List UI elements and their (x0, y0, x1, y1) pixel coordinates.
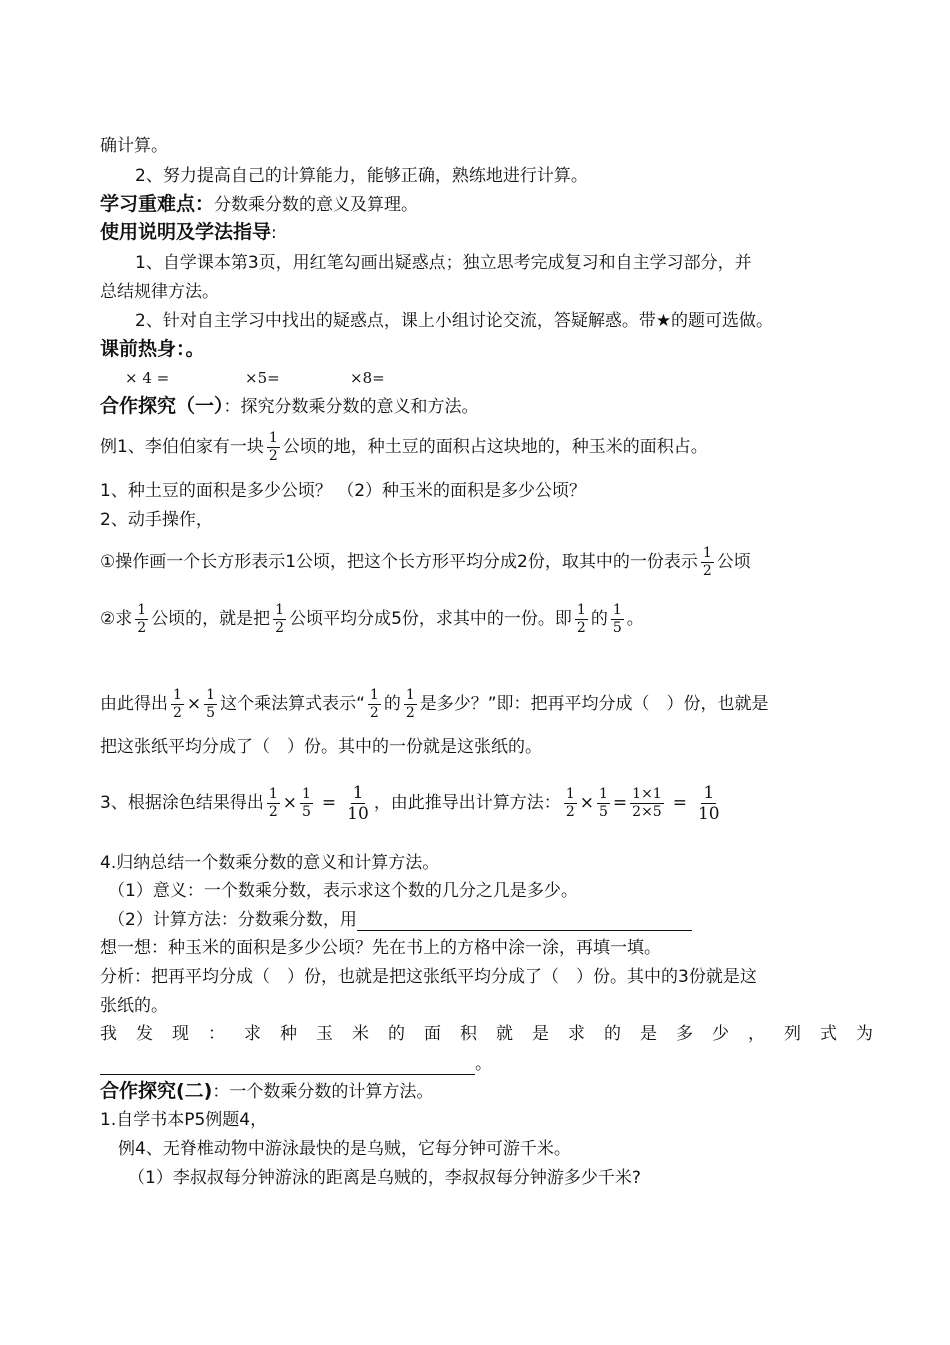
equals-sign: = (672, 793, 687, 813)
fraction-fifth (204, 687, 217, 722)
numerator: 1 (405, 686, 415, 703)
heading-line (100, 193, 418, 216)
operation-2 (100, 597, 644, 641)
text: 3、根据涂色结果得出 (100, 793, 264, 813)
fraction-half (564, 786, 577, 821)
denominator: 2×5 (632, 803, 662, 820)
denominator: 5 (302, 803, 311, 820)
text-line: 2、努力提高自己的计算能力，能够正确，熟练地进行计算。 (135, 166, 588, 186)
text: 分数乘分数的意义及算理。 (214, 195, 419, 215)
numerator: 1 (302, 785, 311, 802)
denominator: 2 (565, 803, 575, 820)
fraction-tenth (696, 783, 722, 824)
text: 公顷 (716, 552, 751, 572)
equals-sign: = (321, 793, 337, 813)
text: : (271, 223, 277, 243)
text: 。 (475, 1054, 492, 1074)
text: 公顷平均分成5份，求其中的一份。即 (289, 609, 572, 629)
text: 。 (626, 609, 644, 629)
heading-line (100, 221, 277, 244)
example-1 (100, 425, 708, 469)
text: 公顷的地，种土豆的面积占这块地的，种玉米的面积占。 (282, 437, 708, 457)
fraction-fifth (300, 786, 313, 821)
text: 公顷的，就是把 (151, 609, 271, 629)
fraction-half (267, 786, 280, 821)
text-line: 把这张纸平均分成了（ ）份。其中的一份就是这张纸的。 (100, 737, 542, 757)
warmup-3: ×8= (350, 369, 385, 387)
text: 由此得出 (100, 694, 168, 714)
numerator: 1×1 (632, 785, 662, 802)
fraction-product (630, 786, 664, 821)
denominator: 5 (598, 803, 608, 820)
numerator: 1 (565, 785, 575, 802)
denominator: 2 (137, 619, 147, 636)
numerator: 1 (703, 782, 715, 803)
fraction-fifth (597, 786, 610, 821)
denominator: 2 (576, 619, 586, 636)
numerator: 1 (137, 601, 147, 618)
answer-blank[interactable] (100, 1058, 475, 1075)
numerator: 1 (268, 785, 278, 802)
fraction-half (368, 687, 381, 722)
section-heading: 课前热身：。 (100, 338, 205, 360)
fraction-tenth (345, 783, 371, 824)
fraction-half (404, 687, 417, 722)
fraction-half (701, 545, 714, 580)
numerator: 1 (173, 686, 182, 703)
denominator: 2 (405, 704, 415, 721)
text-line: 总结规律方法。 (100, 282, 219, 302)
equals-sign: = (612, 793, 628, 813)
warmup-1: × 4 = (125, 369, 170, 387)
section-heading: 合作探究（一） (100, 395, 224, 417)
fraction-half (575, 602, 588, 637)
numerator: 1 (612, 601, 622, 618)
text-line: 4.归纳总结一个数乘分数的意义和计算方法。 (100, 853, 440, 873)
text-line (100, 1053, 492, 1075)
times-sign: × (282, 793, 297, 813)
answer-blank[interactable] (357, 912, 692, 931)
times-sign: × (579, 793, 594, 813)
text: （2）计算方法：分数乘分数，用 (108, 910, 357, 930)
text-line (108, 909, 692, 931)
fraction-half (267, 430, 280, 465)
text: ：探究分数乘分数的意义和方法。 (223, 397, 479, 417)
text: ，由此推导出计算方法： (373, 793, 561, 813)
text: ②求 (100, 609, 133, 629)
denominator: 2 (275, 619, 285, 636)
text-line: （1）意义：一个数乘分数，表示求这个数的几分之几是多少。 (108, 881, 578, 901)
heading-line (100, 395, 479, 418)
text: 这个乘法算式表示“ (220, 694, 365, 714)
text: 是多少？”即：把再平均分成（ ）份，也就是 (419, 694, 769, 714)
denominator: 5 (206, 704, 216, 721)
denominator: 5 (612, 619, 622, 636)
derivation-1 (100, 682, 769, 726)
text: 的 (590, 609, 608, 629)
text-line: 张纸的。 (100, 996, 168, 1016)
denominator: 2 (268, 803, 278, 820)
times-sign: × (186, 694, 202, 714)
fraction-half (135, 602, 148, 637)
section-heading: 使用说明及学法指导 (100, 221, 272, 243)
text-line: 1、种土豆的面积是多少公顷？ （2）种玉米的面积是多少公顷？ (100, 481, 587, 501)
section-heading: 学习重难点： (100, 193, 215, 215)
numerator: 1 (369, 686, 379, 703)
text-line: 2、针对自主学习中找出的疑惑点，课上小组讨论交流，答疑解惑。带★的题可选做。 (135, 311, 774, 331)
numerator: 1 (598, 785, 608, 802)
heading-line (100, 1080, 433, 1103)
text: ：一个数乘分数的计算方法。 (212, 1082, 434, 1102)
text-line: 2、动手操作， (100, 510, 213, 530)
denominator: 10 (347, 803, 369, 824)
operation-1 (100, 540, 751, 584)
text-line: 我发现：求种玉米的面积就是求的是多少，列式为 (100, 1024, 892, 1044)
numerator: 1 (576, 601, 586, 618)
fraction-fifth (611, 602, 624, 637)
denominator: 2 (369, 704, 379, 721)
text-line: 确计算。 (100, 136, 168, 156)
denominator: 2 (702, 562, 712, 579)
text-line: （1）李叔叔每分钟游泳的距离是乌贼的，李叔叔每分钟游多少千米? (128, 1168, 641, 1188)
numerator: 1 (206, 686, 216, 703)
warmup-2: ×5= (245, 369, 280, 387)
numerator: 1 (702, 544, 712, 561)
section-heading: 合作探究(二) (100, 1080, 213, 1102)
numerator: 1 (268, 429, 278, 446)
fraction-half (273, 602, 286, 637)
text-line: 例4、无脊椎动物中游泳最快的是乌贼，它每分钟可游千米。 (118, 1139, 571, 1159)
text-line: 想一想：种玉米的面积是多少公顷？先在书上的方格中涂一涂，再填一填。 (100, 938, 661, 958)
denominator: 10 (697, 803, 720, 824)
numerator: 1 (352, 782, 364, 803)
text: 例1、李伯伯家有一块 (100, 437, 264, 457)
text: ①操作画一个长方形表示1公顷，把这个长方形平均分成2份，取其中的一份表示 (100, 552, 698, 572)
text-line: 分析：把再平均分成（ ）份，也就是把这张纸平均分成了（ ）份。其中的3份就是这 (100, 967, 757, 987)
text-line: 1、自学课本第3页，用红笔勾画出疑惑点；独立思考完成复习和自主学习部分，并 (135, 253, 752, 273)
text-line: 1.自学书本P5例题4， (100, 1110, 268, 1130)
fraction-half (171, 687, 184, 722)
denominator: 2 (173, 704, 182, 721)
step-3 (100, 778, 725, 828)
denominator: 2 (268, 447, 278, 464)
text: 的 (383, 694, 401, 714)
numerator: 1 (275, 601, 285, 618)
